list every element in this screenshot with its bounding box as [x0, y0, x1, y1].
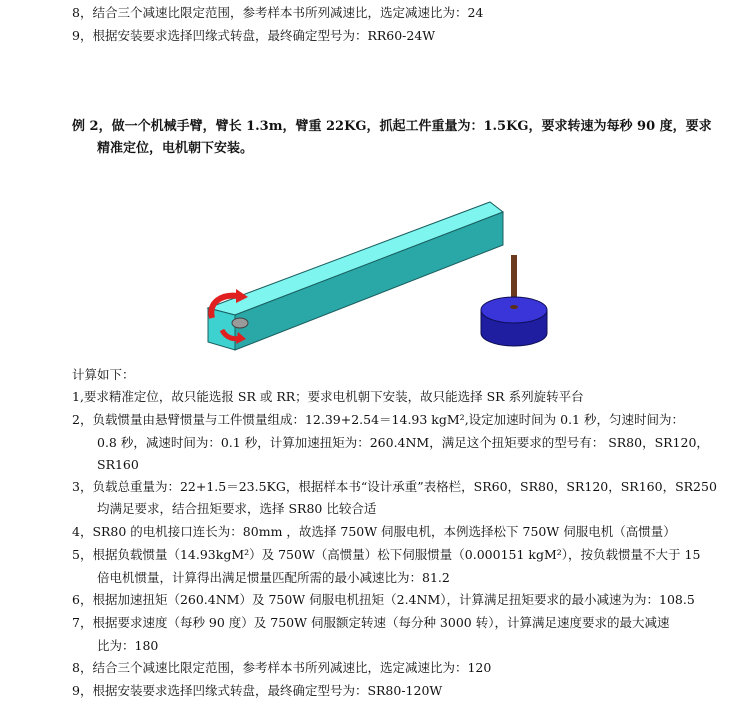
- calc-step-2: 2，负载惯量由悬臂惯量与工件惯量组成：12.39+2.54＝14.93 kgM²,设定加速时间为 0.1 秒，匀速时间为：: [72, 412, 684, 427]
- calc-step-7: 7，根据要求速度（每秒 90 度）及 750W 伺服额定转速（每分种 3000 转），计算满足速度要求的最大减速: [72, 615, 670, 630]
- calc-step-6: 6，根据加速扭矩（260.4NM）及 750W 伺服电机扭矩（2.4NM），计算满足扭矩要求的最小减速为为：108.5: [72, 592, 695, 607]
- example-2-title: 例 2，做一个机械手臂，臂长 1.3m，臂重 22KG，抓起工件重量为：1.5KG，要求转速为每秒 90 度，要求: [72, 119, 712, 134]
- arm-side-face: [235, 212, 503, 350]
- calc-step-4: 4，SR80 的电机接口连长为：80mm ，故选择 750W 伺服电机，本例选择松下 750W 伺服电机（高惯量）: [72, 524, 676, 539]
- calc-step-8: 8，结合三个减速比限定范围，参考样本书所列减速比，选定减速比为：120: [72, 660, 492, 675]
- calc-step-7-cont: 比为：180: [97, 638, 159, 653]
- calc-step-1: 1,要求精准定位，故只能选报 SR 或 RR；要求电机朝下安装，故只能选择 SR 系列旋转平台: [72, 389, 584, 404]
- calc-step-3: 3，负载总重量为：22+1.5＝23.5KG，根据样本书“设计承重”表格栏，SR60，SR80，SR120，SR160，SR250: [72, 479, 717, 494]
- pivot-hole: [232, 318, 248, 328]
- calc-step-9: 9，根据安装要求选择凹缘式转盘，最终确定型号为：SR80-120W: [72, 683, 443, 698]
- prev-step-8: 8，结合三个减速比限定范围，参考样本书所列减速比，选定减速比为：24: [72, 5, 484, 20]
- robot-arm-illustration: [200, 190, 560, 360]
- calc-step-5: 5，根据负载惯量（14.93kgM²）及 750W（高惯量）松下伺服惯量（0.000151 kgM²），按负载惯量不大于 15: [72, 547, 701, 562]
- calc-step-2-cont2: SR160: [97, 457, 139, 472]
- calc-step-3-cont: 均满足要求，结合扭矩要求，选择 SR80 比较合适: [97, 501, 377, 516]
- calc-title: 计算如下：: [72, 367, 135, 382]
- example-2-title-cont: 精准定位，电机朝下安装。: [97, 141, 254, 156]
- prev-step-9: 9，根据安装要求选择凹缘式转盘，最终确定型号为：RR60-24W: [72, 28, 436, 43]
- weight-cylinder: [481, 297, 547, 346]
- calc-step-5-cont: 倍电机惯量，计算得出满足惯量匹配所需的最小减速比为：81.2: [97, 570, 450, 585]
- calc-step-2-cont: 0.8 秒，减速时间为：0.1 秒，计算加速扭矩为：260.4NM，满足这个扭矩要求的型号有： SR80，SR120，: [97, 435, 709, 450]
